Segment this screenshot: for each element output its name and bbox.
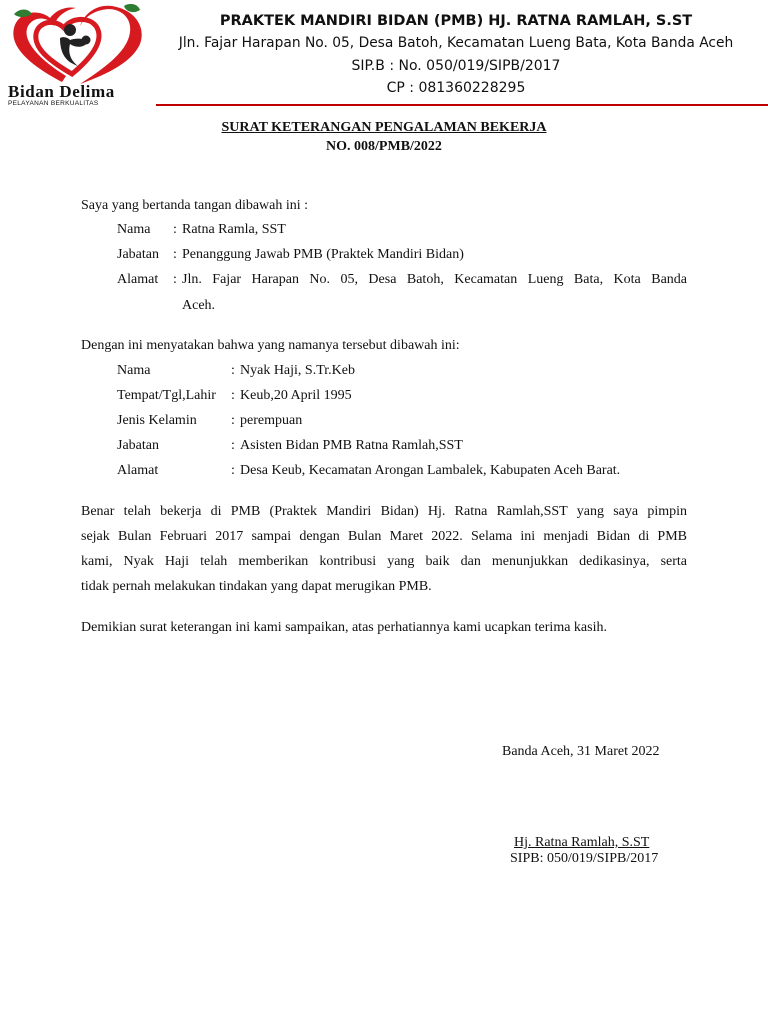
employee-position-row xyxy=(0,437,768,455)
statement-text: Dengan ini menyatakan bahwa yang namanya tersebut dibawah ini: xyxy=(81,338,460,353)
signer-address-row xyxy=(0,271,768,289)
employee-position-label: Jabatan xyxy=(117,438,159,453)
employee-address-label: Alamat xyxy=(117,463,159,478)
signature-sipb: SIPB: 050/019/SIPB/2017 xyxy=(510,851,659,866)
signer-address-label: Alamat xyxy=(117,272,159,287)
employee-birth-row xyxy=(0,387,768,405)
employee-address-value: Desa Keub, Kecamatan Arongan Lambalek, Kabupaten Aceh Barat. xyxy=(240,463,621,478)
intro-text: Saya yang bertanda tangan dibawah ini : xyxy=(81,198,309,213)
signer-name-label: Nama xyxy=(117,222,151,237)
employee-position-value: Asisten Bidan PMB Ratna Ramlah,SST xyxy=(240,438,463,453)
employee-birth-label: Tempat/Tgl,Lahir xyxy=(117,388,216,403)
body-line: sejak Bulan Februari 2017 sampai dengan Bulan Maret 2022. Selama ini menjadi Bidan di PMB xyxy=(81,529,687,544)
signer-name-value: Ratna Ramla, SST xyxy=(182,222,286,237)
logo-wordmark: Bidan Delima xyxy=(8,82,115,101)
letterhead-contact: CP : 081360228295 xyxy=(386,79,526,96)
letterhead-title: PRAKTEK MANDIRI BIDAN (PMB) HJ. RATNA RAMLAH, S.ST xyxy=(219,13,693,29)
separator: : xyxy=(231,463,235,478)
separator: : xyxy=(173,247,177,262)
signer-position-value: Penanggung Jawab PMB (Praktek Mandiri Bidan) xyxy=(182,247,464,262)
separator: : xyxy=(173,272,177,287)
letter-number: NO. 008/PMB/2022 xyxy=(326,139,442,154)
employee-gender-label: Jenis Kelamin xyxy=(117,413,197,428)
signer-name-row xyxy=(0,221,768,239)
signer-position-row xyxy=(0,246,768,264)
employee-name-value: Nyak Haji, S.Tr.Keb xyxy=(240,363,355,378)
employee-address-row xyxy=(0,462,768,480)
signer-address-line-1: Jln. Fajar Harapan No. 05, Desa Batoh, Kecamatan Lueng Bata, Kota Banda xyxy=(182,272,687,287)
separator: : xyxy=(173,222,177,237)
logo-tagline: PELAYANAN BERKUALITAS xyxy=(8,100,99,107)
signature-name: Hj. Ratna Ramlah, S.ST xyxy=(514,835,650,850)
letter-title: SURAT KETERANGAN PENGALAMAN BEKERJA xyxy=(221,120,547,135)
letterhead-sip: SIP.B : No. 050/019/SIPB/2017 xyxy=(351,57,561,74)
signer-position-label: Jabatan xyxy=(117,247,159,262)
separator: : xyxy=(231,363,235,378)
separator: : xyxy=(231,413,235,428)
separator: : xyxy=(231,388,235,403)
employee-gender-row xyxy=(0,412,768,430)
signer-address-line-2: Aceh. xyxy=(182,298,216,313)
letter-title-block xyxy=(0,118,768,156)
place-date: Banda Aceh, 31 Maret 2022 xyxy=(502,744,660,759)
closing-text: Demikian surat keterangan ini kami sampaikan, atas perhatiannya kami ucapkan terima kasih. xyxy=(81,620,607,635)
letterhead-address: Jln. Fajar Harapan No. 05, Desa Batoh, Kecamatan Lueng Bata, Kota Banda Aceh xyxy=(178,35,734,52)
employee-birth-value: Keub,20 April 1995 xyxy=(240,388,352,403)
logo-heart-icon xyxy=(4,4,156,88)
employee-gender-value: perempuan xyxy=(240,413,303,428)
body-line: kami, Nyak Haji telah memberikan kontribusi yang baik dan menunjukkan dedikasinya, serta xyxy=(81,554,687,569)
separator: : xyxy=(231,438,235,453)
body-line: Benar telah bekerja di PMB (Praktek Mandiri Bidan) Hj. Ratna Ramlah,SST yang saya pimpin xyxy=(81,504,687,519)
employee-name-row xyxy=(0,362,768,380)
bidan-delima-logo xyxy=(4,4,156,107)
letterhead xyxy=(158,10,754,99)
employee-name-label: Nama xyxy=(117,363,151,378)
letterhead-divider xyxy=(156,104,768,106)
body-paragraph xyxy=(81,499,687,599)
body-line: tidak pernah melakukan tindakan yang dapat merugikan PMB. xyxy=(81,579,432,594)
